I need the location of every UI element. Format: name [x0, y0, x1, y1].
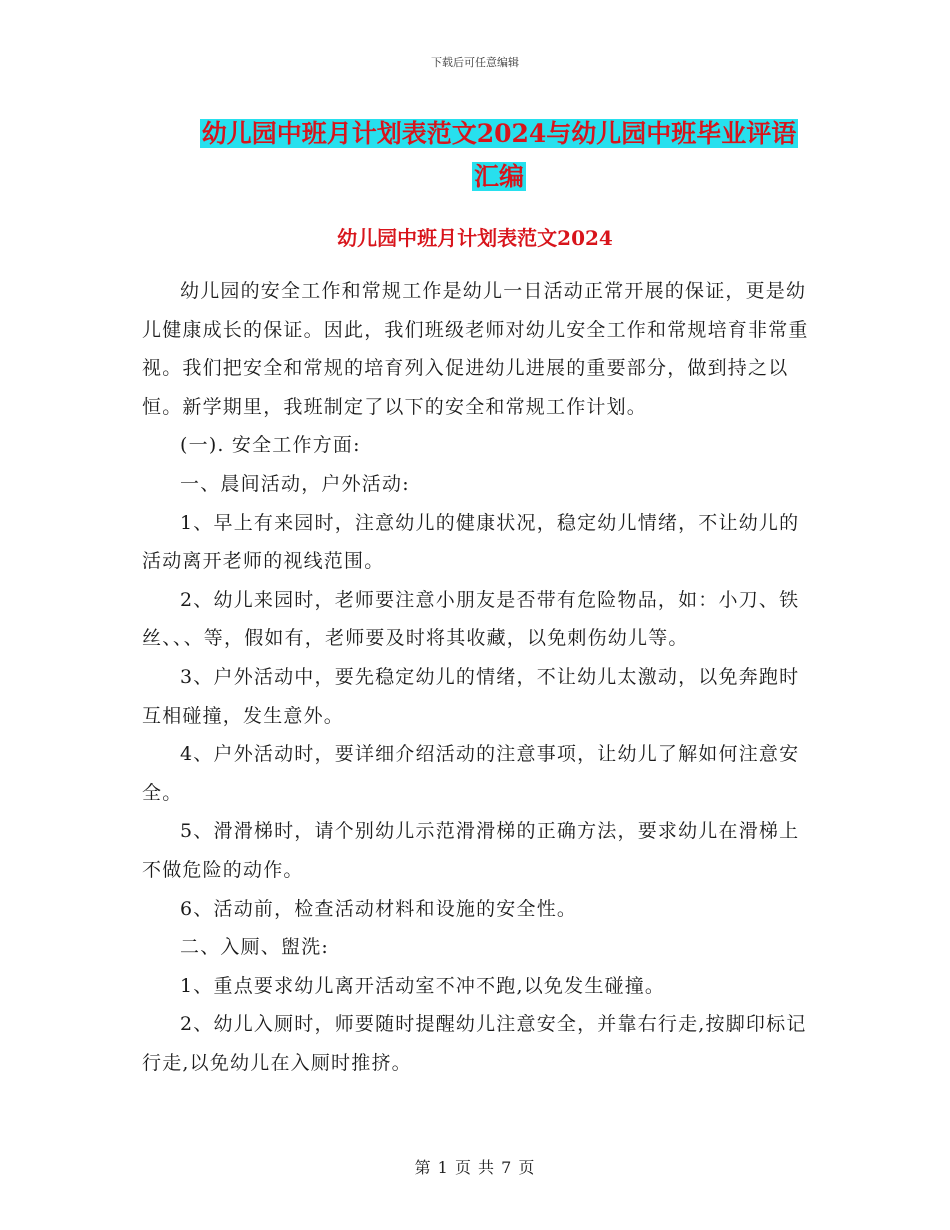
paragraph: 二、入厕、盥洗: — [180, 936, 330, 959]
document-title-line-2: 汇编 — [473, 162, 524, 191]
page-header-note: 下载后可任意编辑 — [431, 56, 519, 69]
paragraph: 1、重点要求幼儿离开活动室不冲不跑,以免发生碰撞。 — [180, 974, 666, 997]
paragraph: 2、幼儿来园时，老师要注意小朋友是否带有危险物品，如：小刀、铁丝、、、等，假如有，老师要及时将其收藏，以免刺伤幼儿等。 — [142, 588, 800, 650]
paragraph: 1、早上有来园时，注意幼儿的健康状况，稳定幼儿情绪，不让幼儿的活动离开老师的视线范围。 — [142, 511, 800, 573]
paragraph: 3、户外活动中，要先稳定幼儿的情绪，不让幼儿太激动，以免奔跑时互相碰撞，发生意外。 — [142, 665, 800, 727]
document-body — [142, 272, 810, 1082]
document-title-line-1: 幼儿园中班月计划表范文2024与幼儿园中班毕业评语 — [201, 119, 797, 148]
paragraph: 一、晨间活动，户外活动: — [180, 472, 410, 495]
paragraph: 2、幼儿入厕时，师要随时提醒幼儿注意安全，并靠右行走,按脚印标记行走,以免幼儿在入厕时推挤。 — [142, 1013, 807, 1074]
document-title — [188, 112, 810, 198]
paragraph: 幼儿园的安全工作和常规工作是幼儿一日活动正常开展的保证，更是幼儿健康成长的保证。因此，我们班级老师对幼儿安全工作和常规培育非常重视。我们把安全和常规的培育列入促进幼儿进展的重要部分，做到持之以恒。新学期里，我班制定了以下的安全和常规工作计划。 — [142, 280, 809, 418]
paragraph: 5、滑滑梯时，请个别幼儿示范滑滑梯的正确方法，要求幼儿在滑梯上不做危险的动作。 — [142, 820, 800, 881]
paragraph: 4、户外活动时，要详细介绍活动的注意事项，让幼儿了解如何注意安全。 — [142, 743, 800, 804]
paragraph: (一). 安全工作方面: — [180, 434, 361, 457]
section-title: 幼儿园中班月计划表范文2024 — [337, 226, 613, 250]
page-number: 第 1 页 共 7 页 — [414, 1158, 536, 1177]
paragraph: 6、活动前，检查活动材料和设施的安全性。 — [180, 897, 578, 920]
